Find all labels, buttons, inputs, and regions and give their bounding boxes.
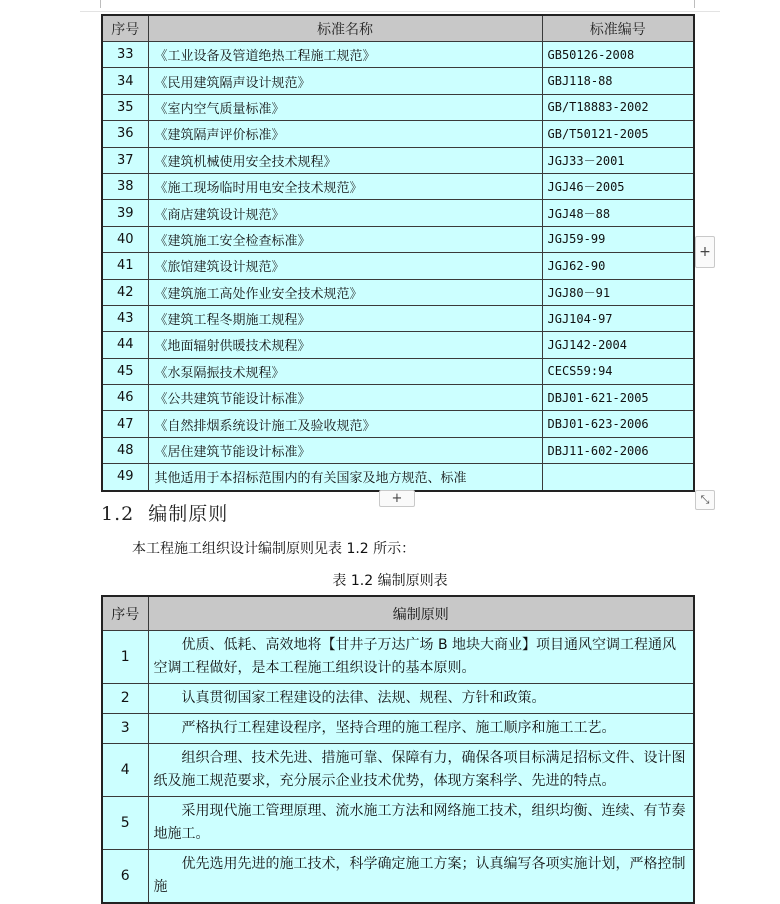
row-number: 39 — [102, 200, 148, 226]
row-number: 46 — [102, 385, 148, 411]
standard-name: 《室内空气质量标准》 — [148, 94, 542, 120]
table-row — [102, 358, 694, 384]
row-number: 45 — [102, 358, 148, 384]
standard-name: 《建筑机械使用安全技术规程》 — [148, 147, 542, 173]
page-top-rule — [80, 11, 720, 12]
header-no: 序号 — [102, 15, 148, 42]
table-row — [102, 464, 694, 491]
table-row — [102, 385, 694, 411]
row-number: 35 — [102, 94, 148, 120]
table-row — [102, 200, 694, 226]
page-corner-mark-right — [694, 0, 719, 8]
row-number: 49 — [102, 464, 148, 491]
standard-code: JGJ80－91 — [542, 279, 694, 305]
row-number: 2 — [102, 684, 148, 714]
principle-text: 认真贯彻国家工程建设的法律、法规、规程、方针和政策。 — [148, 684, 694, 714]
row-number: 3 — [102, 714, 148, 744]
standard-name: 《建筑隔声评价标准》 — [148, 121, 542, 147]
table-row — [102, 305, 694, 331]
row-number: 34 — [102, 68, 148, 94]
add-column-button[interactable]: + — [695, 236, 715, 268]
standard-code: JGJ33－2001 — [542, 147, 694, 173]
standard-code: JGJ62-90 — [542, 253, 694, 279]
table-row — [102, 94, 694, 120]
standard-name: 《建筑施工高处作业安全技术规范》 — [148, 279, 542, 305]
row-number: 33 — [102, 42, 148, 68]
table-row — [102, 797, 694, 850]
table-row — [102, 684, 694, 714]
standard-name: 《水泵隔振技术规程》 — [148, 358, 542, 384]
standard-code: GBJ118-88 — [542, 68, 694, 94]
table-row — [102, 121, 694, 147]
add-row-button[interactable]: + — [379, 490, 415, 507]
standard-name: 《自然排烟系统设计施工及验收规范》 — [148, 411, 542, 437]
principle-text: 采用现代施工管理原理、流水施工方法和网络施工技术，组织均衡、连续、有节奏地施工。 — [148, 797, 694, 850]
intro-paragraph: 本工程施工组织设计编制原则见表 1.2 所示： — [132, 541, 416, 557]
row-number: 6 — [102, 850, 148, 904]
table-row — [102, 279, 694, 305]
row-number: 44 — [102, 332, 148, 358]
standard-code: JGJ48－88 — [542, 200, 694, 226]
table-row — [102, 714, 694, 744]
table-row — [102, 226, 694, 252]
row-number: 5 — [102, 797, 148, 850]
standard-name: 《居住建筑节能设计标准》 — [148, 437, 542, 463]
table-row — [102, 744, 694, 797]
section-number: 1.2 — [101, 503, 135, 525]
principles-table-header — [102, 596, 694, 631]
principle-text: 优先选用先进的施工技术，科学确定施工方案；认真编写各项实施计划，严格控制施 — [148, 850, 694, 904]
standard-code: JGJ59-99 — [542, 226, 694, 252]
row-number: 40 — [102, 226, 148, 252]
standard-code: GB/T50121-2005 — [542, 121, 694, 147]
table-row — [102, 147, 694, 173]
table-row — [102, 411, 694, 437]
principle-text: 组织合理、技术先进、措施可靠、保障有力，确保各项目标满足招标文件、设计图纸及施工规范要求，充分展示企业技术优势，体现方案科学、先进的特点。 — [148, 744, 694, 797]
standard-code: GB50126-2008 — [542, 42, 694, 68]
header-code: 标准编号 — [542, 15, 694, 42]
row-number: 41 — [102, 253, 148, 279]
standard-name: 其他适用于本招标范围内的有关国家及地方规范、标准 — [148, 464, 542, 491]
standard-code: DBJ01-623-2006 — [542, 411, 694, 437]
row-number: 1 — [102, 631, 148, 684]
table-row — [102, 42, 694, 68]
standard-name: 《建筑施工安全检查标准》 — [148, 226, 542, 252]
standard-code: GB/T18883-2002 — [542, 94, 694, 120]
principles-table — [101, 595, 695, 904]
row-number: 47 — [102, 411, 148, 437]
standard-name: 《旅馆建筑设计规范》 — [148, 253, 542, 279]
row-number: 43 — [102, 305, 148, 331]
row-number: 36 — [102, 121, 148, 147]
principle-text: 严格执行工程建设程序，坚持合理的施工程序、施工顺序和施工工艺。 — [148, 714, 694, 744]
table-row — [102, 173, 694, 199]
table-row — [102, 631, 694, 684]
row-number: 42 — [102, 279, 148, 305]
standard-code: DBJ01-621-2005 — [542, 385, 694, 411]
standard-name: 《建筑工程冬期施工规程》 — [148, 305, 542, 331]
table-row — [102, 332, 694, 358]
table-row — [102, 850, 694, 904]
section-heading — [101, 499, 228, 526]
principle-text: 优质、低耗、高效地将【甘井子万达广场 B 地块大商业】项目通风空调工程通风空调工程做好，是本工程施工组织设计的基本原则。 — [148, 631, 694, 684]
standard-name: 《地面辐射供暖技术规程》 — [148, 332, 542, 358]
table-caption: 表 1.2 编制原则表 — [332, 573, 448, 589]
standards-table-header — [102, 15, 694, 42]
header-no: 序号 — [102, 596, 148, 631]
standard-code: JGJ142-2004 — [542, 332, 694, 358]
standard-name: 《商店建筑设计规范》 — [148, 200, 542, 226]
resize-table-icon[interactable]: ⤡ — [695, 490, 715, 510]
standard-name: 《工业设备及管道绝热工程施工规范》 — [148, 42, 542, 68]
standard-name: 《施工现场临时用电安全技术规范》 — [148, 173, 542, 199]
standard-code: CECS59:94 — [542, 358, 694, 384]
standard-code: JGJ46－2005 — [542, 173, 694, 199]
standard-code — [542, 464, 694, 491]
row-number: 38 — [102, 173, 148, 199]
row-number: 48 — [102, 437, 148, 463]
standard-name: 《民用建筑隔声设计规范》 — [148, 68, 542, 94]
header-name: 标准名称 — [148, 15, 542, 42]
row-number: 37 — [102, 147, 148, 173]
standard-code: JGJ104-97 — [542, 305, 694, 331]
section-title: 编制原则 — [148, 503, 229, 525]
table-row — [102, 68, 694, 94]
standard-name: 《公共建筑节能设计标准》 — [148, 385, 542, 411]
header-principle: 编制原则 — [148, 596, 694, 631]
table-row — [102, 437, 694, 463]
standards-table — [101, 14, 695, 492]
standard-code: DBJ11-602-2006 — [542, 437, 694, 463]
page-corner-mark-left — [80, 0, 101, 8]
table-row — [102, 253, 694, 279]
row-number: 4 — [102, 744, 148, 797]
